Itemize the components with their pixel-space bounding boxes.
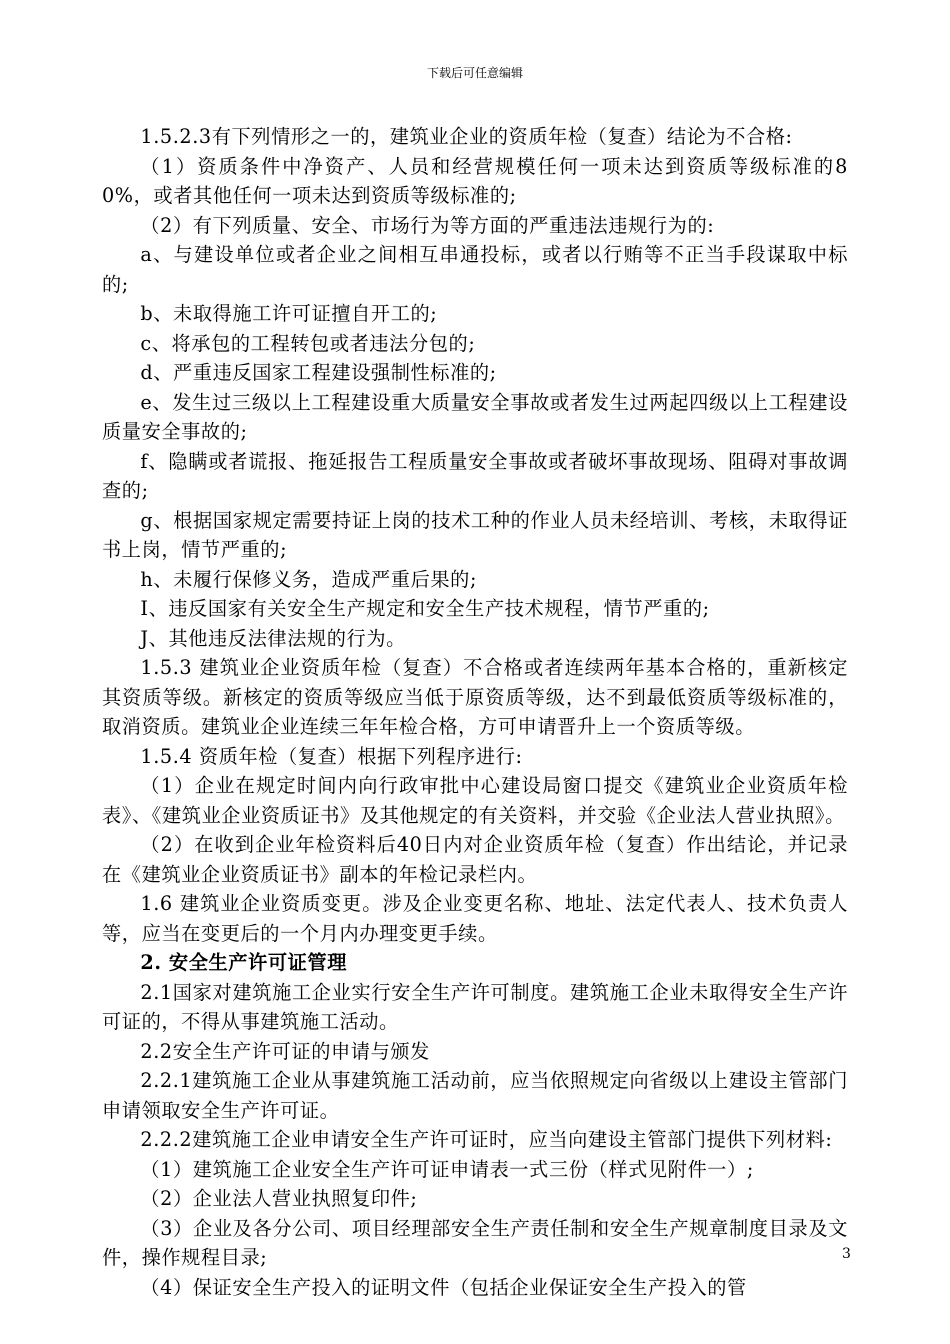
paragraph: 2.2安全生产许可证的申请与颁发 xyxy=(140,1039,430,1063)
paragraph: J、其他违反法律法规的行为。 xyxy=(140,626,406,650)
paragraph: b、未取得施工许可证擅自开工的; xyxy=(140,302,438,325)
paragraph: （2）在收到企业年检资料后40日内对企业资质年检（复查）作出结论，并记录在《建筑业企业资质证书》副本的年检记录栏内。 xyxy=(102,833,848,886)
paragraph: g、根据国家规定需要持证上岗的技术工种的作业人员未经培训、考核，未取得证书上岗，情节严重的; xyxy=(102,508,848,561)
paragraph: （1）建筑施工企业安全生产许可证申请表一式三份（样式见附件一）; xyxy=(140,1157,754,1181)
page-number: 3 xyxy=(842,1246,851,1262)
paragraph: 2.1国家对建筑施工企业实行安全生产许可制度。建筑施工企业未取得安全生产许可证的，不得从事建筑施工活动。 xyxy=(102,980,848,1033)
paragraph: c、将承包的工程转包或者违法分包的; xyxy=(140,331,476,355)
paragraph: （1）企业在规定时间内向行政审批中心建设局窗口提交《建筑业企业资质年检表》、《建筑业企业资质证书》及其他规定的有关资料，并交验《企业法人营业执照》。 xyxy=(102,774,848,827)
paragraph: a、与建设单位或者企业之间相互串通投标，或者以行贿等不正当手段谋取中标的; xyxy=(102,243,848,296)
page-header: 下载后可任意编辑 xyxy=(426,66,523,80)
section-heading: 2. 安全生产许可证管理 xyxy=(140,951,347,974)
paragraph: 1.6 建筑业企业资质变更。涉及企业变更名称、地址、法定代表人、技术负责人等，应当在变更后的一个月内办理变更手续。 xyxy=(102,892,848,945)
paragraph: f、隐瞒或者谎报、拖延报告工程质量安全事故或者破坏事故现场、阻碍对事故调查的; xyxy=(102,449,848,502)
paragraph: （1）资质条件中净资产、人员和经营规模任何一项未达到资质等级标准的80%，或者其他任何一项未达到资质等级标准的; xyxy=(102,154,848,207)
paragraph: （4）保证安全生产投入的证明文件（包括企业保证安全生产投入的管 xyxy=(140,1275,747,1299)
paragraph: h、未履行保修义务，造成严重后果的; xyxy=(140,567,478,591)
paragraph: 2.2.1建筑施工企业从事建筑施工活动前，应当依照规定向省级以上建设主管部门申请领取安全生产许可证。 xyxy=(102,1069,848,1122)
paragraph: I、违反国家有关安全生产规定和安全生产技术规程，情节严重的; xyxy=(140,597,710,620)
paragraph: 1.5.4 资质年检（复查）根据下列程序进行: xyxy=(140,744,523,768)
document-body xyxy=(102,122,848,1302)
paragraph: （3）企业及各分公司、项目经理部安全生产责任制和安全生产规章制度目录及文件，操作规程目录; xyxy=(102,1216,848,1269)
paragraph: （2）有下列质量、安全、市场行为等方面的严重违法违规行为的: xyxy=(140,213,715,237)
paragraph: 2.2.2建筑施工企业申请安全生产许可证时，应当向建设主管部门提供下列材料: xyxy=(140,1128,833,1151)
paragraph: （2）企业法人营业执照复印件; xyxy=(140,1187,418,1210)
paragraph: d、严重违反国家工程建设强制性标准的; xyxy=(140,361,497,384)
paragraph: e、发生过三级以上工程建设重大质量安全事故或者发生过两起四级以上工程建设质量安全事故的; xyxy=(102,390,848,443)
paragraph: 1.5.2.3有下列情形之一的，建筑业企业的资质年检（复查）结论为不合格: xyxy=(140,125,793,148)
paragraph: 1.5.3 建筑业企业资质年检（复查）不合格或者连续两年基本合格的，重新核定其资质等级。新核定的资质等级应当低于原资质等级，达不到最低资质等级标准的，取消资质。建筑业企业连续三年年检合格，方可申请晋升上一个资质等级。 xyxy=(102,656,848,738)
